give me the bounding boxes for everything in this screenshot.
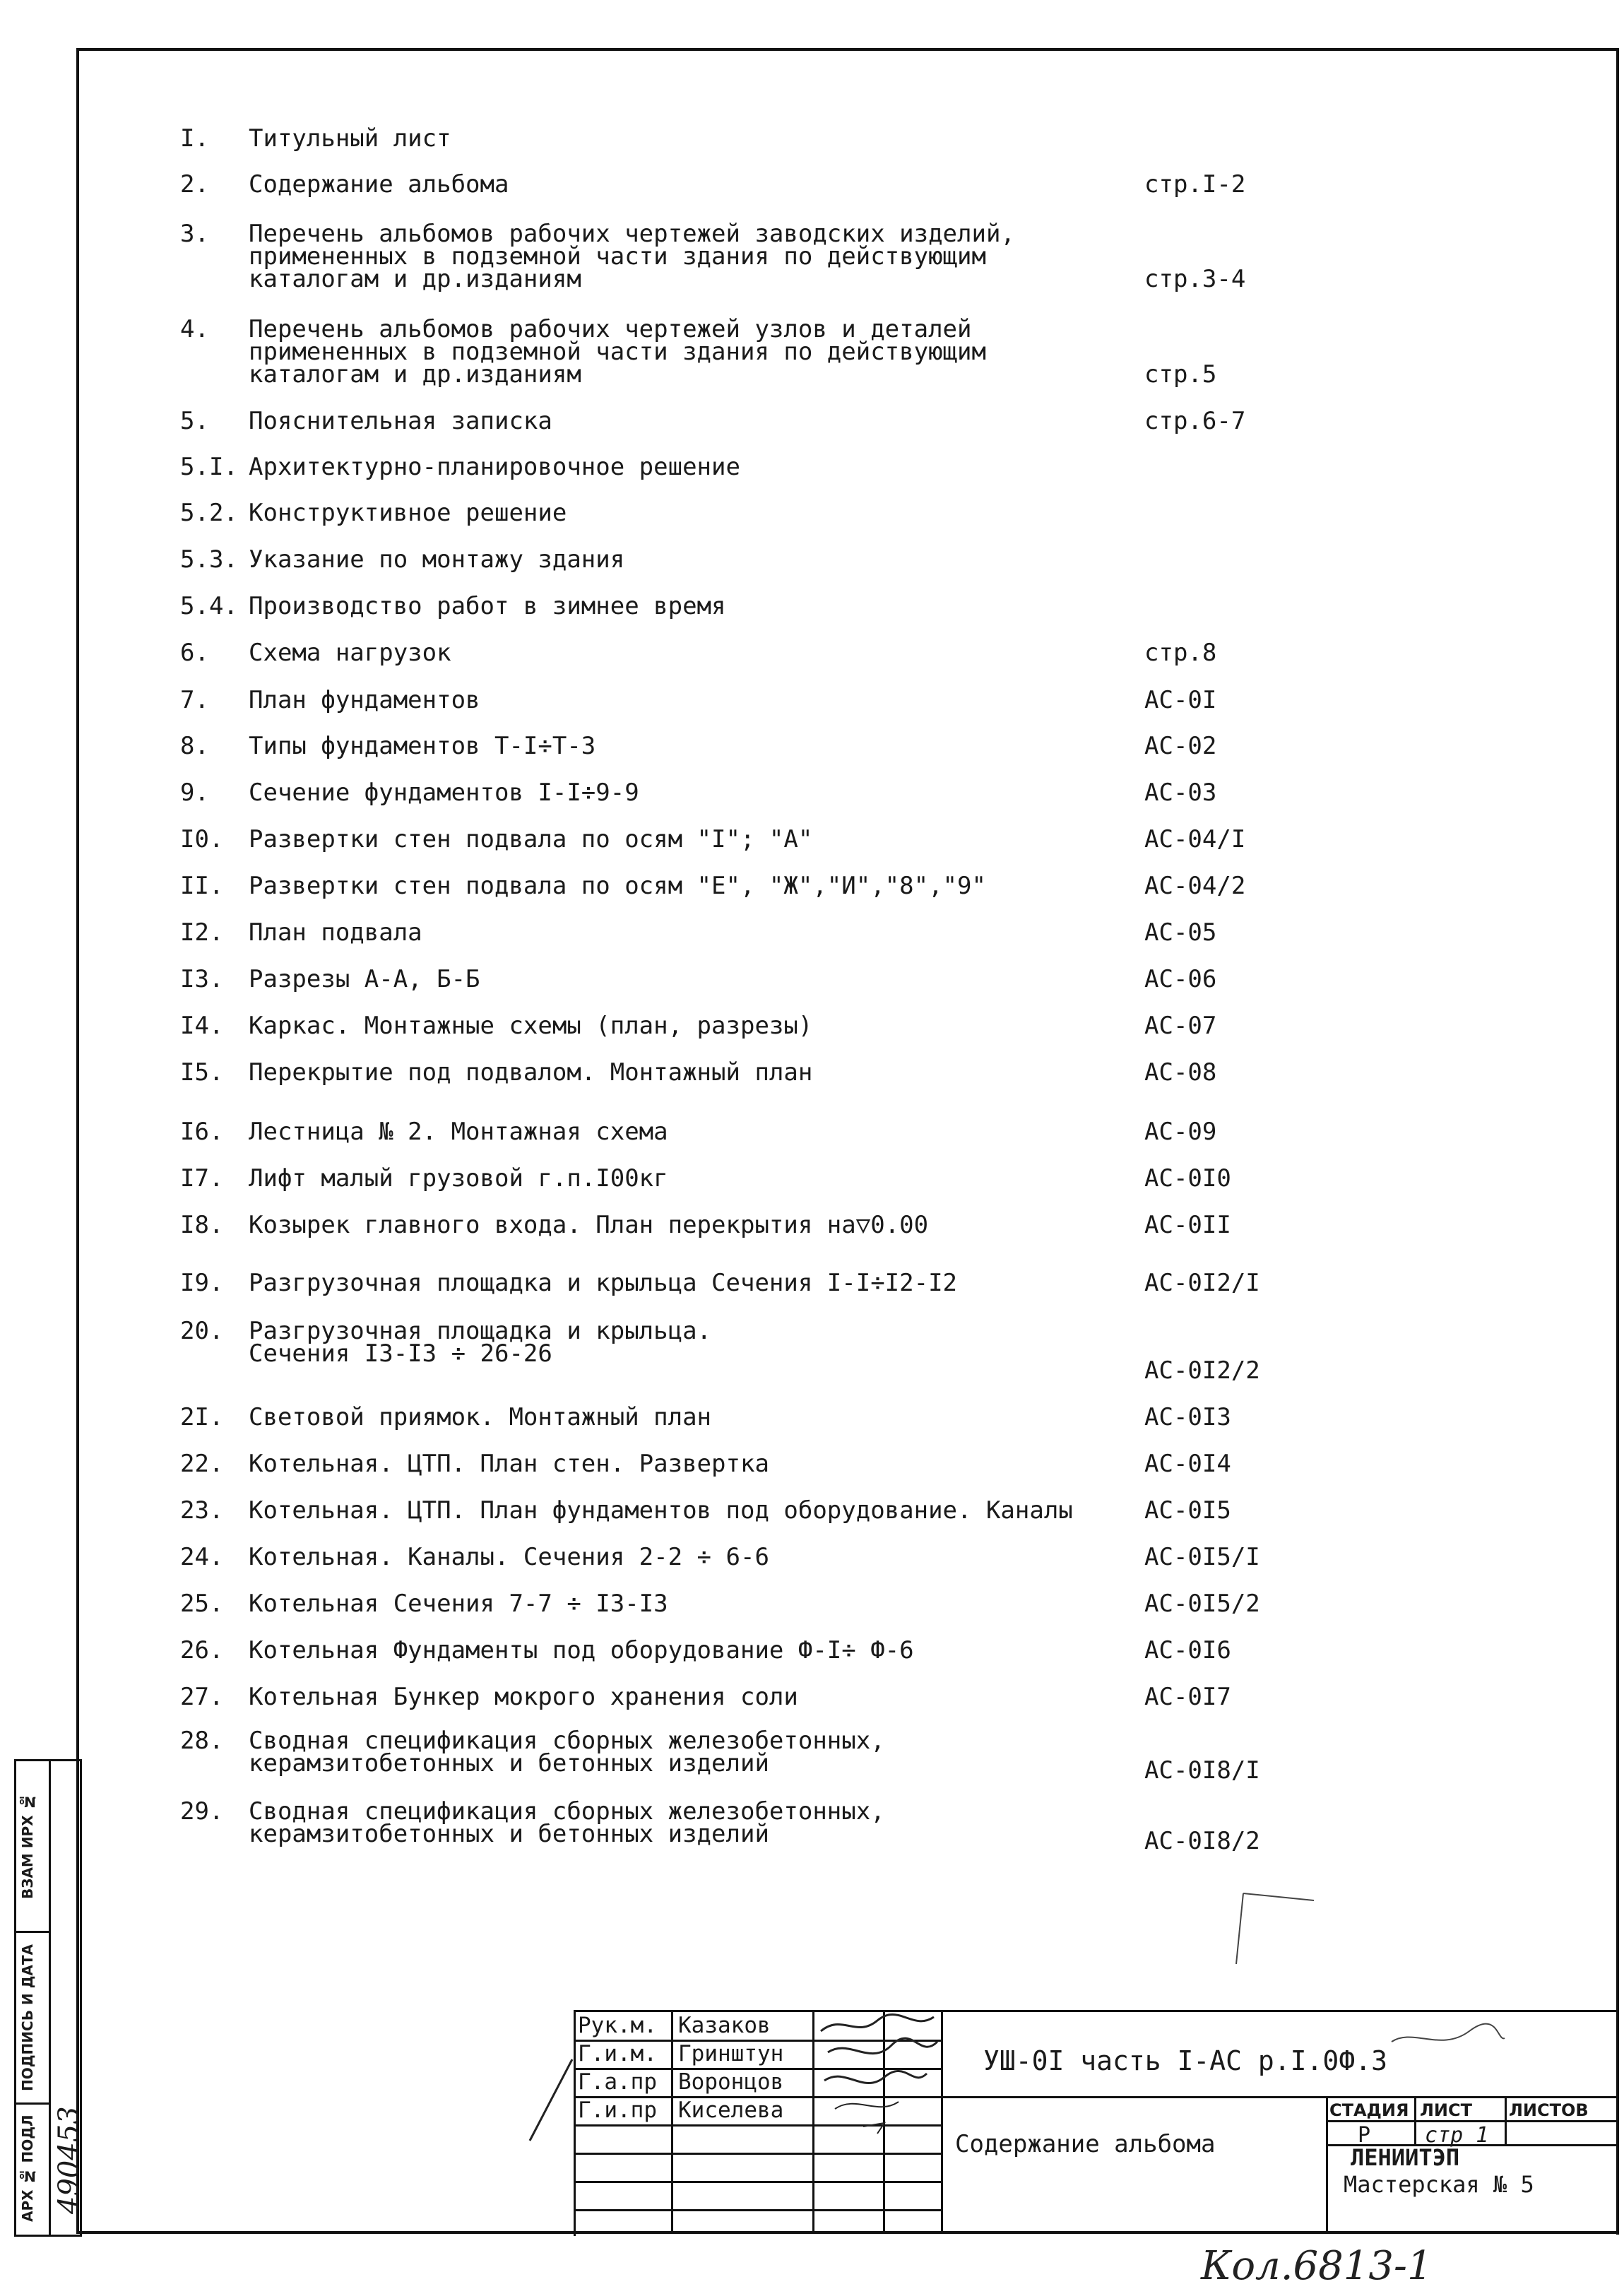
row-title: Каркас. Монтажные схемы (план, разрезы) xyxy=(249,1012,813,1040)
row-title: Перечень альбомов рабочих чертежей заводских изделий, примененных в подземной части здания по действующим каталогам и др.изданиям xyxy=(249,220,1015,293)
row-reference: АС-0II xyxy=(1144,1211,1231,1239)
row-number: 5.I. xyxy=(180,453,238,481)
row-title: Производство работ в зимнее время xyxy=(249,592,726,620)
check-stamp-marks xyxy=(1215,1879,1512,2063)
row-title: Конструктивное решение xyxy=(249,499,567,527)
row-title: Котельная. ЦТП. План стен. Развертка xyxy=(249,1450,769,1478)
sig-role-1: Рук.м. xyxy=(578,2013,657,2038)
row-number: I7. xyxy=(180,1164,224,1193)
side-stamp xyxy=(14,1759,85,2237)
sheet-value: стр 1 xyxy=(1425,2123,1489,2148)
row-reference: АС-0I5 xyxy=(1144,1496,1231,1525)
row-title: Пояснительная записка xyxy=(249,407,552,435)
sig-role-2: Г.и.м. xyxy=(578,2041,657,2066)
row-reference: АС-0I2/I xyxy=(1144,1269,1260,1297)
row-number: 5.2. xyxy=(180,499,238,527)
row-number: 9. xyxy=(180,779,209,807)
sig-name-3: Воронцов xyxy=(678,2069,784,2095)
row-title: Разрезы А-А, Б-Б xyxy=(249,965,480,993)
row-number: 7. xyxy=(180,686,209,714)
row-number: 27. xyxy=(180,1683,224,1711)
sheet-title: Содержание альбома xyxy=(955,2130,1216,2158)
row-title: Развертки стен подвала по осям "Е", "Ж","И","8","9" xyxy=(249,872,986,900)
row-title: Сечение фундаментов I-I÷9-9 xyxy=(249,779,639,807)
row-title: План фундаментов xyxy=(249,686,480,714)
document-code: УШ-0I часть I-АС р.I.0Ф.3 xyxy=(983,2045,1387,2076)
row-number: I0. xyxy=(180,825,224,853)
row-title: Котельная Бункер мокрого хранения соли xyxy=(249,1683,798,1711)
row-number: I5. xyxy=(180,1058,224,1087)
row-number: 4. xyxy=(180,315,209,343)
row-number: 2. xyxy=(180,170,209,199)
row-reference: АС-07 xyxy=(1144,1012,1217,1040)
stage-header: СТАДИЯ xyxy=(1329,2100,1409,2120)
row-number: 2I. xyxy=(180,1403,224,1431)
row-title: Разгрузочная площадка и крыльца Сечения I-I÷I2-I2 xyxy=(249,1269,958,1297)
row-reference: АС-06 xyxy=(1144,965,1217,993)
sig-role-4: Г.и.пр xyxy=(578,2098,657,2123)
row-reference: АС-0I2/2 xyxy=(1144,1356,1260,1385)
row-reference: АС-0I0 xyxy=(1144,1164,1231,1193)
row-number: 5. xyxy=(180,407,209,435)
row-number: II. xyxy=(180,872,224,900)
stamp-divider xyxy=(49,1761,51,2235)
row-number: 8. xyxy=(180,732,209,760)
row-reference: стр.3-4 xyxy=(1144,265,1246,293)
row-reference: АС-0I5/2 xyxy=(1144,1590,1260,1618)
row-reference: АС-0I4 xyxy=(1144,1450,1231,1478)
row-title: Козырек главного входа. План перекрытия на▽0.00 xyxy=(249,1211,929,1239)
row-title: Архитектурно-планировочное решение xyxy=(249,453,740,481)
row-number: I9. xyxy=(180,1269,224,1297)
stage-value: Р xyxy=(1358,2123,1371,2148)
row-title: Котельная. Каналы. Сечения 2-2 ÷ 6-6 xyxy=(249,1543,769,1571)
row-number: 3. xyxy=(180,220,209,248)
stamp-cell-archive xyxy=(16,2105,49,2232)
row-reference: стр.6-7 xyxy=(1144,407,1246,435)
row-title: Световой приямок. Монтажный план xyxy=(249,1403,712,1431)
sheets-header: ЛИСТОВ xyxy=(1509,2100,1589,2120)
stamp-label-archive: АРХ № ПОДЛ xyxy=(19,2114,36,2223)
stamp-cell-signature xyxy=(16,1933,49,2105)
row-number: I8. xyxy=(180,1211,224,1239)
row-title: Лифт малый грузовой г.п.I00кг xyxy=(249,1164,668,1193)
row-reference: АС-0I xyxy=(1144,686,1217,714)
row-reference: АС-05 xyxy=(1144,918,1217,947)
row-title: Котельная Фундаменты под оборудование Ф-I÷ Ф-6 xyxy=(249,1636,914,1664)
row-number: 20. xyxy=(180,1317,224,1345)
row-reference: АС-08 xyxy=(1144,1058,1217,1087)
row-number: I. xyxy=(180,124,209,153)
handwritten-note: Кол.6813-1 xyxy=(1201,2243,1433,2289)
row-reference: АС-04/2 xyxy=(1144,872,1246,900)
row-title: Разгрузочная площадка и крыльца. Сечения I3-I3 ÷ 26-26 xyxy=(249,1317,712,1368)
row-title: Содержание альбома xyxy=(249,170,509,199)
row-reference: АС-0I5/I xyxy=(1144,1543,1260,1571)
row-title: Сводная спецификация сборных железобетонных, керамзитобетонных и бетонных изделий xyxy=(249,1797,885,1848)
sheet-header: ЛИСТ xyxy=(1420,2100,1473,2120)
row-number: I2. xyxy=(180,918,224,947)
row-title: Котельная Сечения 7-7 ÷ I3-I3 xyxy=(249,1590,668,1618)
row-number: 23. xyxy=(180,1496,224,1525)
row-reference: стр.I-2 xyxy=(1144,170,1246,199)
sig-name-2: Гринштун xyxy=(678,2041,784,2066)
row-number: 25. xyxy=(180,1590,224,1618)
row-number: 29. xyxy=(180,1797,224,1826)
row-reference: АС-04/I xyxy=(1144,825,1246,853)
row-title: Титульный лист xyxy=(249,124,451,153)
row-number: I3. xyxy=(180,965,224,993)
row-title: Схема нагрузок xyxy=(249,639,451,667)
stamp-label-replace: ВЗАМ ИРХ № xyxy=(19,1793,36,1899)
workshop-name: Мастерская № 5 xyxy=(1344,2171,1534,2198)
row-reference: АС-02 xyxy=(1144,732,1217,760)
row-reference: АС-03 xyxy=(1144,779,1217,807)
row-reference: АС-0I3 xyxy=(1144,1403,1231,1431)
row-title: Сводная спецификация сборных железобетонных, керамзитобетонных и бетонных изделий xyxy=(249,1727,885,1778)
row-title: Типы фундаментов Т-I÷Т-3 xyxy=(249,732,596,760)
row-title: Развертки стен подвала по осям "I"; "А" xyxy=(249,825,813,853)
archive-number: 490453 xyxy=(53,2106,85,2215)
row-number: 28. xyxy=(180,1727,224,1755)
sig-name-4: Киселева xyxy=(678,2098,784,2123)
row-reference: стр.8 xyxy=(1144,639,1217,667)
organization-name: ЛЕНИИТЭП xyxy=(1351,2144,1460,2171)
stamp-label-signature: ПОДПИСЬ И ДАТА xyxy=(19,1944,36,2092)
row-number: 24. xyxy=(180,1543,224,1571)
row-number: I4. xyxy=(180,1012,224,1040)
stamp-cell-replace xyxy=(16,1761,49,1933)
row-title: Лестница № 2. Монтажная схема xyxy=(249,1118,668,1146)
row-number: 5.4. xyxy=(180,592,238,620)
sig-name-1: Казаков xyxy=(678,2013,771,2038)
row-reference: АС-0I8/I xyxy=(1144,1756,1260,1785)
row-title: Перекрытие под подвалом. Монтажный план xyxy=(249,1058,813,1087)
row-title: Перечень альбомов рабочих чертежей узлов и деталей примененных в подземной части здания по действующим каталогам и др.изданиям xyxy=(249,315,986,389)
row-reference: АС-09 xyxy=(1144,1118,1217,1146)
signature-scribbles xyxy=(814,2010,941,2151)
slash-mark xyxy=(523,2056,579,2148)
row-number: 22. xyxy=(180,1450,224,1478)
sig-role-3: Г.а.пр xyxy=(578,2069,657,2095)
row-number: 6. xyxy=(180,639,209,667)
row-reference: АС-0I7 xyxy=(1144,1683,1231,1711)
row-reference: АС-0I6 xyxy=(1144,1636,1231,1664)
row-reference: стр.5 xyxy=(1144,360,1217,389)
row-title: Указание по монтажу здания xyxy=(249,545,625,574)
row-reference: АС-0I8/2 xyxy=(1144,1827,1260,1855)
row-title: План подвала xyxy=(249,918,422,947)
row-title: Котельная. ЦТП. План фундаментов под оборудование. Каналы xyxy=(249,1496,1073,1525)
row-number: 5.3. xyxy=(180,545,238,574)
row-number: I6. xyxy=(180,1118,224,1146)
row-number: 26. xyxy=(180,1636,224,1664)
